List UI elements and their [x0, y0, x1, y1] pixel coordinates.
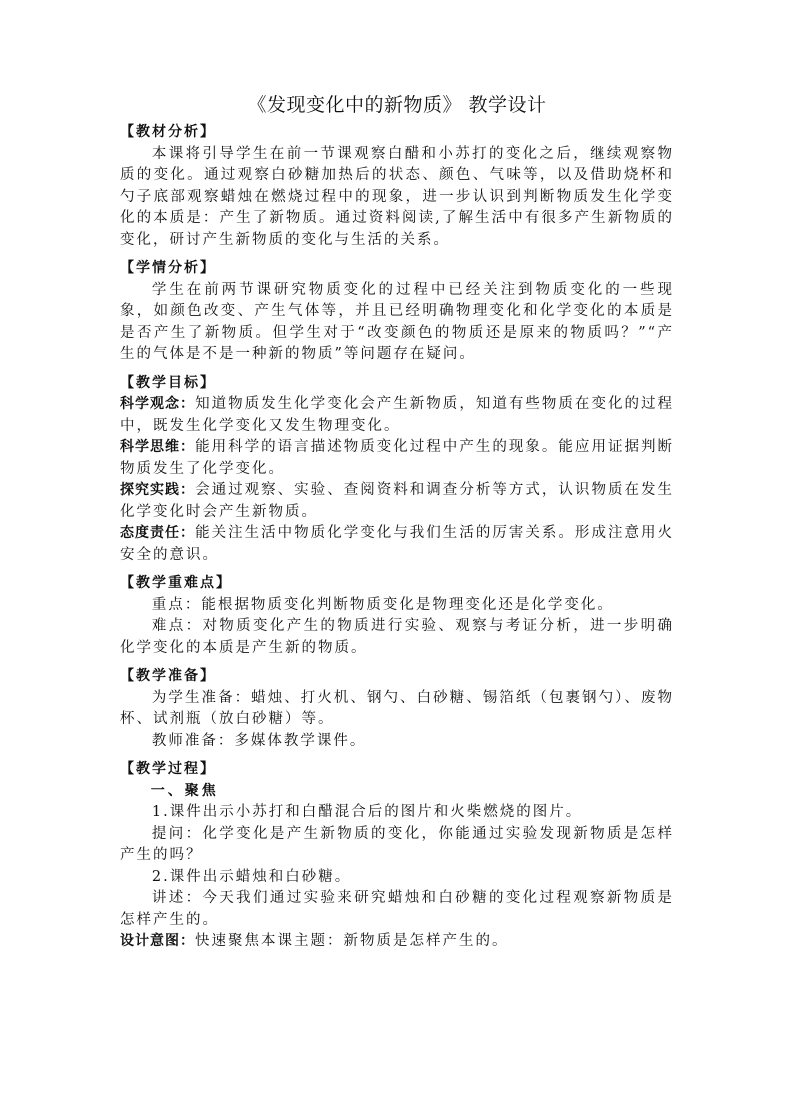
difficult-point-text: 难点：对物质变化产生的物质进行实验、观察与考证分析，进一步明确化学变化的本质是产生新的物质。 — [120, 618, 674, 656]
process-step-title: 一、聚焦 — [150, 782, 219, 799]
document-title: 《发现变化中的新物质》 教学设计 — [247, 94, 547, 116]
goal-label: 科学思维： — [120, 439, 196, 455]
student-analysis-text: 学生在前两节课研究物质变化的过程中已经关注到物质变化的一些现象，如颜色改变、产生气体等，并且已经明确物理变化和化学变化的本质是是否产生了新物质。但学生对于“改变颜色的物质还是原来的物质吗？”“产生的气体是不是一种新的物质”等问题存在疑问。 — [120, 281, 674, 362]
design-intent-text: 快速聚焦本课主题：新物质是怎样产生的。 — [195, 933, 509, 949]
heading-material-analysis: 【教材分析】 — [120, 124, 216, 140]
goal-text: 能关注生活中物质化学变化与我们生活的厉害关系。形成注意用火安全的意识。 — [120, 525, 674, 563]
goal-item — [120, 394, 674, 437]
teacher-preparation-text: 教师准备：多媒体教学课件。 — [151, 732, 367, 749]
goal-text: 会通过观察、实验、查阅资料和调查分析等方式，认识物质在发生化学变化时会产生新物质。 — [120, 482, 674, 520]
heading-teaching-process: 【教学过程】 — [120, 761, 216, 777]
heading-student-analysis: 【学情分析】 — [120, 260, 216, 276]
goal-item — [120, 480, 674, 523]
process-line: 讲述：今天我们通过实验来研究蜡烛和白砂糖的变化过程观察新物质是怎样产生的。 — [120, 890, 674, 928]
design-intent-label: 设计意图： — [120, 933, 195, 949]
heading-preparation: 【教学准备】 — [120, 668, 216, 684]
heading-key-points: 【教学重难点】 — [120, 575, 232, 591]
design-intent — [120, 931, 674, 953]
key-point-text: 重点：能根据物质变化判断物质变化是物理变化还是化学变化。 — [151, 596, 614, 613]
document-body — [120, 122, 674, 953]
goal-item — [120, 437, 674, 480]
material-analysis-text: 本课将引导学生在前一节课观察白醋和小苏打的变化之后，继续观察物质的变化。通过观察白砂糖加热后的状态、颜色、气味等，以及借助烧杯和勺子底部观察蜡烛在燃烧过程中的现象，进一步认识到判断物质发生化学变化的本质是：产生了新物质。通过资料阅读,了解生活中有很多产生新物质的变化，研讨产生新物质的变化与生活的关系。 — [120, 145, 674, 248]
heading-teaching-goals: 【教学目标】 — [120, 374, 216, 391]
goal-text: 能用科学的语言描述物质变化过程中产生的现象。能应用证据判断物质发生了化学变化。 — [120, 439, 674, 477]
goal-item — [120, 523, 674, 566]
goal-text: 知道物质发生化学变化会产生新物质，知道有些物质在变化的过程中，既发生化学变化又发生物理变化。 — [120, 396, 674, 434]
goal-label: 探究实践： — [120, 482, 196, 498]
process-line: 提问：化学变化是产生新物质的变化，你能通过实验发现新物质是怎样产生的吗？ — [120, 825, 674, 863]
goal-label: 科学观念： — [120, 396, 196, 412]
process-line: 2.课件出示蜡烛和白砂糖。 — [151, 868, 352, 885]
student-preparation-text: 为学生准备：蜡烛、打火机、钢勺、白砂糖、锡箔纸（包裹钢勺）、废物杯、试剂瓶（放白砂糖）等。 — [120, 689, 674, 727]
goal-label: 态度责任： — [120, 525, 196, 541]
process-line: 1.课件出示小苏打和白醋混合后的图片和火柴燃烧的图片。 — [151, 804, 583, 820]
